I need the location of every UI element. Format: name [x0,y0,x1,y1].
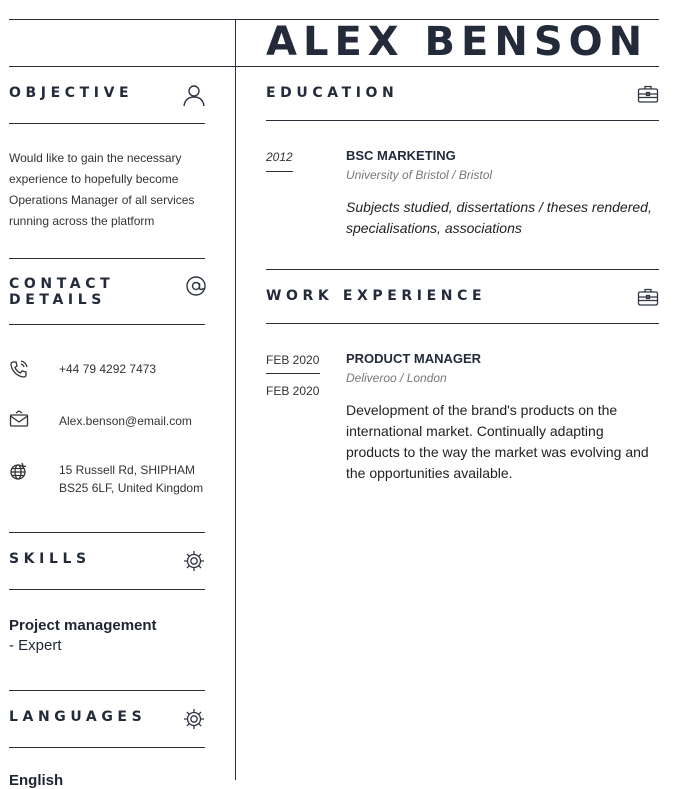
envelope-icon [9,410,29,430]
education-title: EDUCATION [266,85,399,101]
objective-bottom-rule [9,258,205,259]
phone-icon [9,359,29,379]
column-divider [235,19,236,780]
education-rule [266,120,659,121]
work-date-end: FEB 2020 [266,384,320,398]
objective-rule [9,123,205,124]
contact-rule [9,324,205,325]
header-bottom-rule [9,66,659,67]
candidate-name: ALEX BENSON [266,19,649,65]
objective-text: Would like to gain the necessary experience to hopefully become Operations Manager of all services running across the platform [9,151,195,228]
skills-title: SKILLS [9,551,91,567]
work-date-start: FEB 2020 [266,353,320,367]
skills-bottom-rule [9,690,205,691]
email-address[interactable]: Alex.benson@email.com [59,414,192,428]
languages-rule [9,747,205,748]
education-institution: University of Bristol / Bristol [346,168,493,182]
work-job-title: PRODUCT MANAGER [346,351,482,366]
education-date-underline [266,171,293,172]
briefcase-icon [637,286,659,308]
address-line-1: 15 Russell Rd, SHIPHAM [59,463,196,477]
work-rule [266,323,659,324]
work-description: Development of the brand's products on the international market. Continually adapting products to the way the market was evolving and the opportunities available. [346,402,649,481]
education-bottom-rule [266,269,659,270]
user-icon [181,82,207,108]
gear-icon [182,549,206,573]
phone-number[interactable]: +44 79 4292 7473 [59,362,157,376]
contact-title: CONTACT DETAILS [9,276,115,308]
work-date-underline [266,373,320,374]
skill-level: - Expert [9,637,62,654]
globe-icon [9,461,29,481]
education-date: 2012 [266,150,293,164]
at-sign-icon [184,274,208,298]
language-name: English [9,772,64,789]
skills-rule [9,589,205,590]
work-employer: Deliveroo / London [346,371,447,385]
briefcase-icon [637,83,659,105]
education-degree: BSC MARKETING [346,148,456,163]
skill-name: Project management [9,617,157,634]
address-line-2: BS25 6LF, United Kingdom [59,481,204,495]
contact-bottom-rule [9,532,205,533]
gear-icon [182,707,206,731]
education-description: Subjects studied, dissertations / theses rendered, specialisations, associations [346,199,652,236]
languages-title: LANGUAGES [9,709,147,725]
objective-title: OBJECTIVE [9,85,134,101]
work-title: WORK EXPERIENCE [266,288,487,304]
